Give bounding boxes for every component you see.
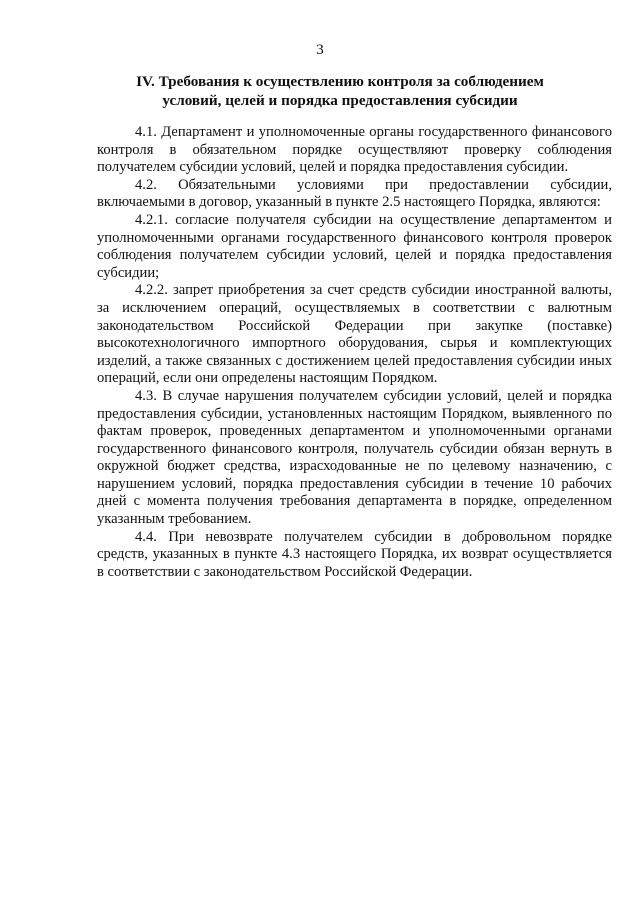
paragraph-4-4: 4.4. При невозврате получателем субсидии в добровольном порядке средств, указанных в пункте 4.3 настоящего Порядка, их возврат осуществляется в соответствии с законодательством Российской Федерации. — [97, 528, 612, 580]
paragraph-4-1: 4.1. Департамент и уполномоченные органы государственного финансового контроля в обязательном порядке осуществляют проверку соблюдения получателем субсидии условий, целей и порядка предоставления субсидии. — [97, 124, 612, 176]
paragraph-4-2-1: 4.2.1. согласие получателя субсидии на осуществление департаментом и уполномоченными органами государственного финансового контроля проверок соблюдения получателем субсидии условий, целей и порядка предоставления субсидии; — [97, 211, 612, 281]
section-heading-line-1: IV. Требования к осуществлению контроля за соблюдением — [136, 73, 544, 90]
page-number: 3 — [316, 42, 324, 58]
section-heading — [90, 72, 590, 110]
paragraph-4-3: 4.3. В случае нарушения получателем субсидии условий, целей и порядка предоставления субсидии, установленных настоящим Порядком, выявленного по фактам проверок, проведенных департаментом и уполномоченными органами государственного финансового контроля, получатель субсидии обязан вернуть в окружной бюджет средства, израсходованные не по целевому назначению, с нарушением условий, порядка предоставления субсидии в течение 10 рабочих дней с момента получения требования департамента в порядке, определенном указанным требованием. — [97, 387, 612, 528]
paragraph-4-2: 4.2. Обязательными условиями при предоставлении субсидии, включаемыми в договор, указанный в пункте 2.5 настоящего Порядка, являются: — [97, 176, 612, 211]
document-body — [97, 124, 612, 581]
paragraph-4-2-2: 4.2.2. запрет приобретения за счет средств субсидии иностранной валюты, за исключением операций, осуществляемых в соответствии с валютным законодательством Российской Федерации при закупке (поставке) высокотехнологичного импортного оборудования, сырья и комплектующих изделий, а также связанных с достижением целей предоставления субсидии иных операций, если они определены настоящим Порядком. — [97, 282, 612, 387]
section-heading-line-2: условий, целей и порядка предоставления субсидии — [162, 92, 518, 109]
